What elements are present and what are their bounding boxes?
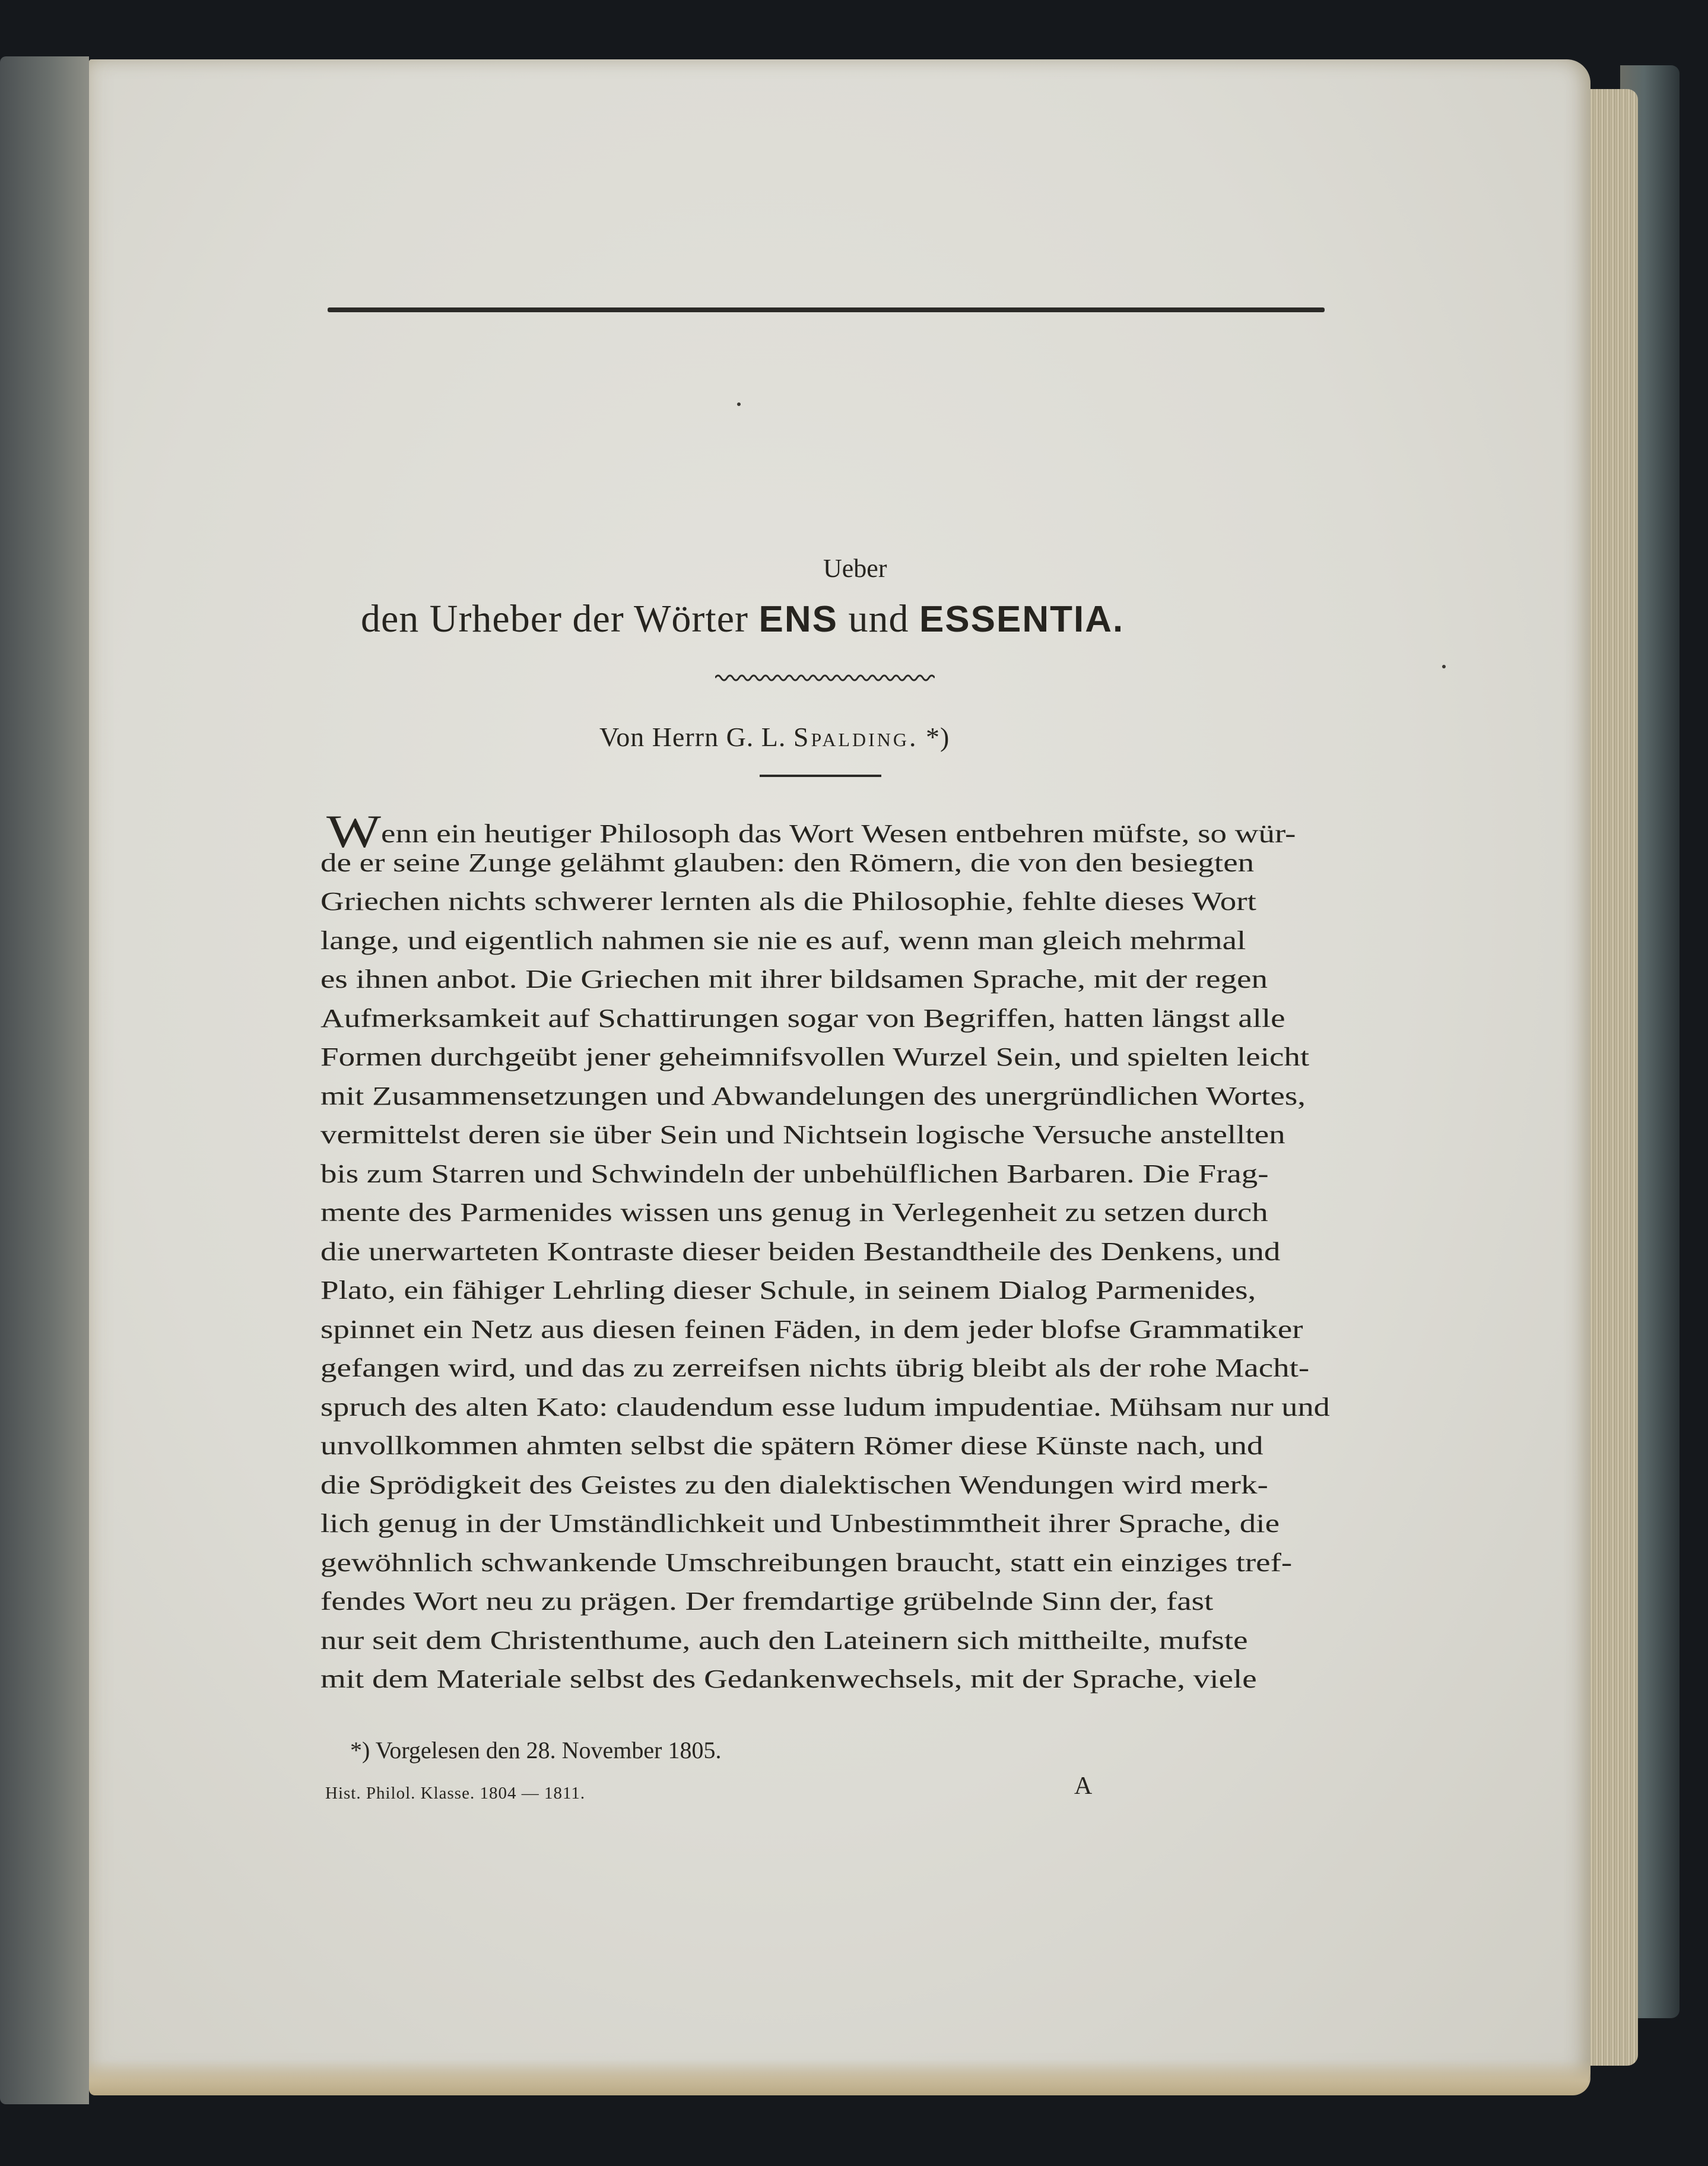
- title-part: und: [837, 597, 919, 640]
- page-bottom-edge: [89, 2060, 1590, 2095]
- signature-mark: A: [1074, 1772, 1093, 1800]
- body-line: [320, 1120, 1285, 1150]
- drop-cap: W: [326, 805, 382, 857]
- body-line-text: Formen durchgeübt jener geheimnifsvollen Wurzel Sein, und spielten leicht: [320, 1042, 1310, 1071]
- title-caps-essentia: ESSENTIA.: [919, 599, 1125, 640]
- book-page: [89, 59, 1590, 2089]
- body-line: [320, 925, 1246, 956]
- body-line-text: die Sprödigkeit des Geistes zu den dialektischen Wendungen wird merk-: [320, 1470, 1268, 1499]
- body-line-text: spinnet ein Netz aus diesen feinen Fäden, in dem jeder blofse Grammatiker: [320, 1315, 1303, 1344]
- body-line: [320, 1470, 1268, 1500]
- book-left-board: [0, 56, 89, 2104]
- body-line: [320, 1314, 1303, 1344]
- body-line: [320, 1236, 1280, 1267]
- body-line: [320, 1275, 1256, 1305]
- heading-small: Ueber: [823, 554, 887, 583]
- body-line: [320, 886, 1256, 916]
- body-line-text: unvollkommen ahmten selbst die spätern Römer diese Künste nach, und: [320, 1431, 1263, 1460]
- body-line-text: spruch des alten Kato: claudendum esse ludum impudentiae. Mühsam nur und: [320, 1393, 1330, 1422]
- body-line: [320, 1003, 1285, 1033]
- body-line: [320, 1159, 1269, 1189]
- body-line-text: mente des Parmenides wissen uns genug in Verlegenheit zu setzen durch: [320, 1198, 1268, 1227]
- body-line: [320, 964, 1268, 994]
- byline-prefix: Von Herrn G. L.: [599, 722, 793, 752]
- paper-speck: [737, 402, 741, 406]
- body-line: [320, 1508, 1280, 1539]
- title-caps-ens: ENS: [758, 599, 838, 640]
- footnote: *) Vorgelesen den 28. November 1805.: [350, 1737, 722, 1764]
- byline: [599, 721, 950, 753]
- body-line-text: lich genug in der Umständlichkeit und Unbestimmtheit ihrer Sprache, die: [320, 1509, 1280, 1538]
- paper-speck: [1442, 665, 1446, 668]
- body-line-text: vermittelst deren sie über Sein und Nichtsein logische Versuche anstellten: [320, 1120, 1285, 1149]
- body-line-text: fendes Wort neu zu prägen. Der fremdartige grübelnde Sinn der, fast: [320, 1587, 1214, 1616]
- body-line-text: bis zum Starren und Schwindeln der unbehülflichen Barbaren. Die Frag-: [320, 1159, 1269, 1188]
- body-line-text: enn ein heutiger Philosoph das Wort Wesen entbehren müfste, so wür-: [381, 819, 1296, 848]
- author-name: Spalding.: [793, 722, 919, 752]
- byline-rule: [760, 775, 881, 777]
- body-line-text: mit dem Materiale selbst des Gedankenwechsels, mit der Sprache, viele: [320, 1664, 1257, 1694]
- body-line: [320, 1625, 1248, 1656]
- body-line-text: de er seine Zunge gelähmt glauben: den Römern, die von den besiegten: [320, 848, 1255, 877]
- body-line: [320, 1197, 1268, 1228]
- body-line-text: nur seit dem Christenthume, auch den Lateinern sich mittheilte, mufste: [320, 1626, 1248, 1655]
- body-line-text: Plato, ein fähiger Lehrling dieser Schule, in seinem Dialog Parmenides,: [320, 1276, 1256, 1305]
- body-line-text: gewöhnlich schwankende Umschreibungen braucht, statt ein einziges tref-: [320, 1548, 1293, 1577]
- body-line-text: die unerwarteten Kontraste dieser beiden Bestandtheile des Denkens, und: [320, 1237, 1281, 1266]
- body-line-text: Griechen nichts schwerer lernten als die Philosophie, fehlte dieses Wort: [320, 887, 1256, 916]
- body-line: [320, 1547, 1292, 1578]
- body-line: [320, 1042, 1309, 1072]
- body-line: [320, 848, 1254, 878]
- body-line-text: Aufmerksamkeit auf Schattirungen sogar von Begriffen, hatten längst alle: [320, 1004, 1285, 1033]
- body-line: [320, 1081, 1306, 1111]
- wavy-ornament: [715, 672, 935, 684]
- body-line: [320, 1353, 1309, 1383]
- body-line-text: lange, und eigentlich nahmen sie nie es auf, wenn man gleich mehrmal: [320, 926, 1246, 955]
- body-line: [320, 1586, 1213, 1616]
- body-line: [320, 1664, 1257, 1694]
- body-line-text: mit Zusammensetzungen und Abwandelungen des unergründlichen Wortes,: [320, 1082, 1306, 1111]
- body-line: [320, 1392, 1330, 1422]
- article-title: [361, 597, 1124, 642]
- body-line-text: gefangen wird, und das zu zerreifsen nichts übrig bleibt als der rohe Macht-: [320, 1353, 1310, 1382]
- footnote-marker: *): [918, 722, 950, 752]
- header-rule: [328, 307, 1325, 312]
- body-line-text: es ihnen anbot. Die Griechen mit ihrer bildsamen Sprache, mit der regen: [320, 965, 1268, 994]
- signature-line: Hist. Philol. Klasse. 1804 — 1811.: [325, 1784, 586, 1803]
- body-line: [320, 1431, 1263, 1461]
- title-part: den Urheber der Wörter: [361, 597, 759, 640]
